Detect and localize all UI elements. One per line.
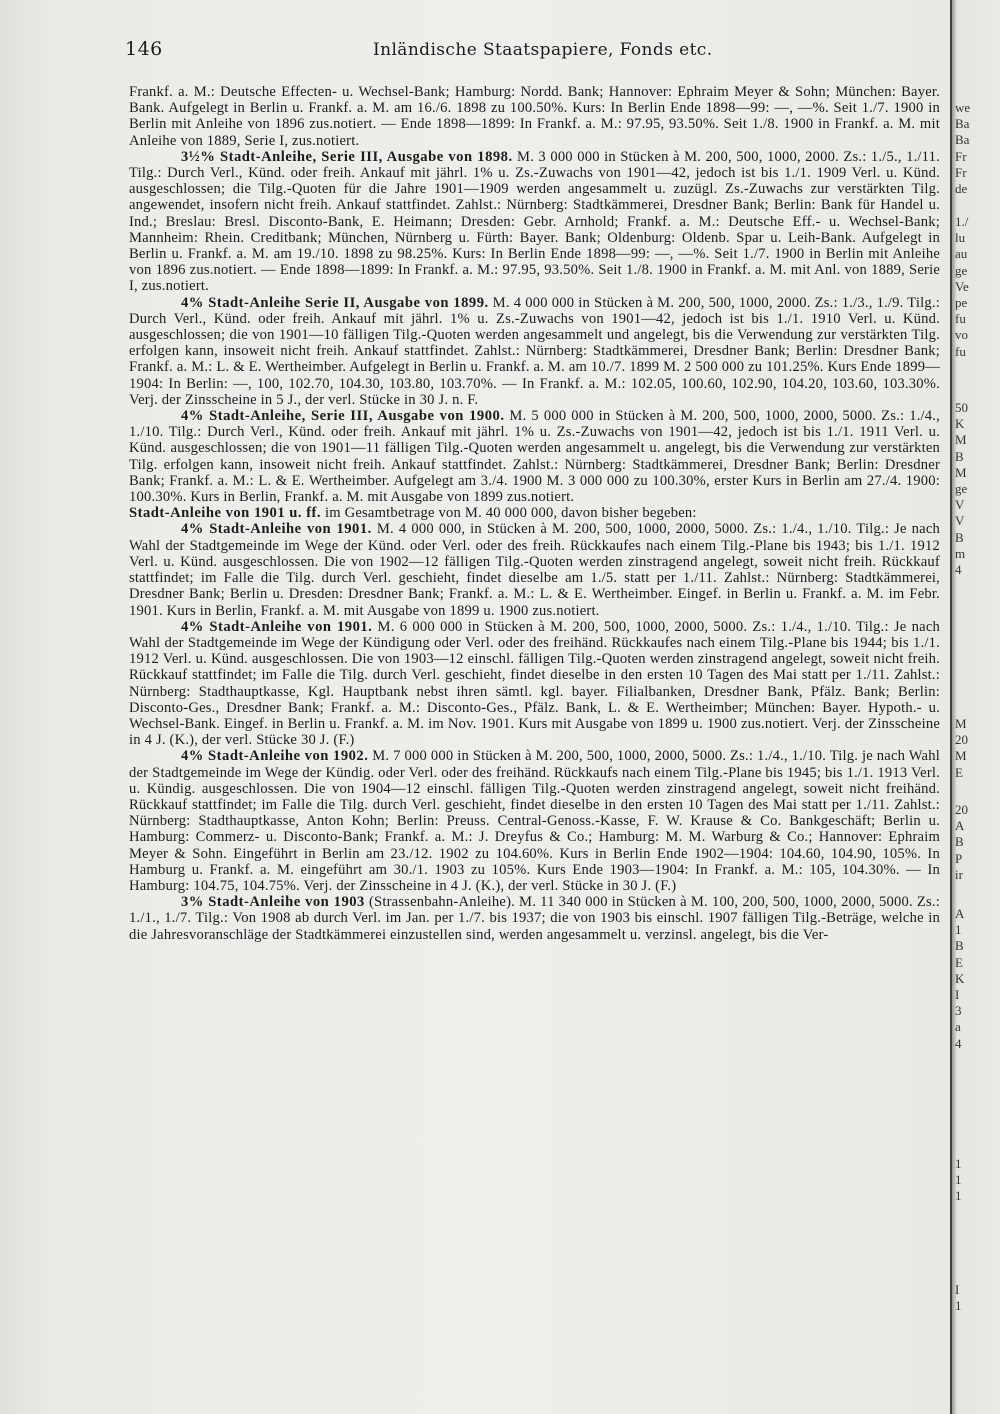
- margin-fragment: 4: [955, 562, 962, 578]
- margin-fragment: 20: [955, 802, 968, 817]
- margin-fragment: B: [955, 529, 964, 545]
- paragraph-text: M. 7 000 000 in Stücken à M. 200, 500, 1000, 2000, 5000. Zs.: 1./4., 1./10. Tilg. je nach Wahl der Stadtgemeinde im Wege der Kündig. oder Verl. oder des freihänd. Rückkaufs nach einem Tilg.-Plane bis 1945; bis 1./1. 1913 Verl. u. Kündig. ausgeschlossen. Die von 1904—12 einschl. fälligen Tilg.-Quoten werden zinstragend angelegt, soweit nicht freihänd. Rückkauf stattfindet; im Falle die Tilg. durch Verl. geschieht, findet dieselbe in den ersten 10 Tagen des Mai statt per 1./11. Zahlst.: Nürnberg: Stadthauptkasse, Anton Kohn; Berlin: Preuss. Central-Genoss.-Kasse, F. W. Krause & Co. Bankgeschäft; Berlin u. Hamburg: Commerz- u. Disconto-Bank; Frankf. a. M.: J. Dreyfus & Co.; Hamburg: M. M. Warburg & Co.; Hannover: Ephraim Meyer & Sohn. Eingeführt in Berlin am 23./12. 1902 zu 104.60%. Kurs in Berlin Ende 1902—1904: 104.60, 104.90, 105%. In Hamburg u. Frankf. a. M. eingeführt am 30./1. 1903 zu 105%. Kurs Ende 1903—1904: In Frankf. a. M.: 105, 104.30%. — In Hamburg: 104.75, 104.75%. Verj. der Zinsscheine in 4 J. (K.), der verl. Stücke in 30 J. (F.): [129, 748, 940, 894]
- margin-fragment: 1: [955, 1156, 962, 1171]
- page-number: 146: [125, 38, 163, 60]
- margin-fragment-group: [955, 100, 1000, 197]
- margin-fragment: a: [955, 1019, 961, 1035]
- loan-heading: 3½% Stadt-Anleihe, Serie III, Ausgabe von 1898.: [181, 148, 513, 165]
- margin-fragment: m: [955, 545, 966, 561]
- margin-fragment: 1: [955, 922, 962, 938]
- paragraph: [129, 894, 940, 943]
- margin-fragment: Fr: [955, 164, 967, 180]
- margin-fragment: ge: [955, 262, 968, 278]
- margin-fragment-group: [955, 802, 1000, 883]
- margin-fragment: lu: [955, 230, 966, 246]
- loan-heading: 4% Stadt-Anleihe von 1901.: [181, 618, 373, 635]
- margin-fragment: ge: [955, 481, 968, 497]
- margin-fragment: K: [955, 416, 965, 432]
- margin-fragment: M: [955, 464, 967, 480]
- margin-fragment: 1./: [955, 214, 969, 229]
- paragraph: [129, 505, 940, 521]
- margin-fragment-group: [955, 906, 1000, 1052]
- margin-fragment-group: [955, 214, 1000, 360]
- paragraph-text: M. 6 000 000 in Stücken à M. 200, 500, 1000, 2000, 5000. Zs.: 1./4., 1./10. Tilg.: Je nach Wahl der Stadtgemeinde im Wege der Kündigung oder Verl. oder des freihänd. Rückkaufes nach einem Tilg.-Plane bis 1944; bis 1./1. 1912 Verl. u. Künd. ausgeschlossen. Die von 1903—12 einschl. fälligen Tilg.-Quoten werden zinstragend angelegt, soweit nicht freih. Rückkauf stattfindet; im Falle die Tilg. durch Verl. geschieht, findet dieselbe in den ersten 10 Tagen des Mai statt per 1./11. Zahlst.: Nürnberg: Stadthauptkasse, Kgl. Hauptbank nebst ihren sämtl. kgl. bayer. Filialbanken, Dresdner Bank, Pfälz. Bank; Berlin: Disconto-Ges., Dresdner Bank; Frankf. a. M.: Disconto-Ges., Pfälz. Bank, L. & E. Wertheimber; München: Bayer. Hypoth.- u. Wechsel-Bank. Eingef. in Berlin u. Frankf. a. M. im Nov. 1901. Kurs mit Ausgabe von 1899 u. 1900 zus.notiert. Verj. der Zinsscheine in 4 J. (K.), der verl. Stücke 30 J. (F.): [129, 618, 941, 749]
- running-head: Inländische Staatspapiere, Fonds etc.: [373, 40, 713, 60]
- margin-fragment: 4: [955, 1035, 962, 1051]
- page-gutter-shadow: [950, 0, 952, 1414]
- margin-fragment: Ba: [955, 116, 970, 132]
- margin-fragment: A: [955, 818, 965, 834]
- margin-fragment-group: [955, 400, 1000, 578]
- margin-fragment: 1: [955, 1188, 962, 1204]
- paragraph: [129, 84, 940, 149]
- paragraph-text: M. 5 000 000 in Stücken à M. 200, 500, 1000, 2000, 5000. Zs.: 1./4., 1./10. Tilg.: Durch Verl., Künd. oder freih. Ankauf mit jährl. 1% u. Zs.-Zuwachs von 1901—42, jedoch ist bis 1./1. 1911 Verl. u. Künd. ausgeschlossen; die von 1901—11 fälligen Tilg.-Quoten werden angesammelt u. angelegt, bis die Verwendung zur verstärkten Tilg. erfolgen kann, insoweit nicht freih. Ankauf stattfindet. Zahlst.: Nürnberg: Stadtkämmerei, Dresdner Bank; Berlin: Dresdner Bank; Frankf. a. M.: L. & E. Wertheimber. Aufgelegt am 3./4. 1900 M. 3 000 000 zu 100.30%, erster Kurs in Berlin am 27./4. 1900: 100.30%. Kurs in Berlin, Frankf. a. M. mit Ausgabe von 1899 zus.notiert.: [129, 408, 940, 506]
- margin-fragment: V: [955, 497, 965, 513]
- margin-fragment: B: [955, 448, 964, 464]
- margin-fragment: fu: [955, 311, 966, 327]
- paragraph: [129, 149, 940, 295]
- margin-fragment: 20: [955, 732, 968, 748]
- body-text: [129, 84, 940, 943]
- margin-fragment-group: [955, 1156, 1000, 1205]
- page-header: [125, 38, 945, 62]
- margin-fragment: au: [955, 246, 968, 262]
- loan-heading: 4% Stadt-Anleihe von 1901.: [181, 521, 372, 538]
- margin-fragment-group: [955, 1282, 1000, 1314]
- paragraph: [129, 521, 940, 618]
- margin-fragment: 1: [955, 1172, 962, 1188]
- margin-fragment: Ve: [955, 278, 969, 294]
- margin-fragment: M: [955, 432, 967, 448]
- paragraph: [129, 619, 940, 749]
- margin-fragment: I: [955, 1282, 960, 1297]
- loan-heading: 4% Stadt-Anleihe, Serie III, Ausgabe von 1900.: [181, 408, 505, 425]
- paragraph-text: M. 3 000 000 in Stücken à M. 200, 500, 1000, 2000. Zs.: 1./5., 1./11. Tilg.: Durch Verl., Künd. oder freih. Ankauf mit jährl. 1% u. Zs.-Zuwachs von 1901—42, jedoch ist bis 1./1. 1909 Verl. u. Künd. ausgeschlossen; die Tilg.-Quoten für die Jahre 1901—1909 werden angesammelt u. zuzügl. Zs.-Zuwachs zur verstärkten Tilg. angewendet, insofern nicht freih. Ankauf stattfindet. Zahlst.: Nürnberg: Stadtkämmerei, Dresdner Bank; Berlin: Bank für Handel u. Ind.; Breslau: Bresl. Disconto-Bank, E. Heimann; Dresden: Gebr. Arnhold; Frankf. a. M.: Deutsche Eff.- u. Wechsel-Bank; Mannheim: Rhein. Creditbank; München, Nürnberg u. Fürth: Bayer. Bank; Oldenburg: Oldenb. Spar u. Leih-Bank. Aufgelegt in Berlin u. Frankf. a. M. am 19./10. 1898 zu 98.25%. Kurs: In Berlin Ende 1898—99: —, —%. Seit 1./7. 1900 in Berlin mit Anleihe von 1896 zus.notiert. — Ende 1898—1899: In Frankf. a. M.: 97.95, 93.50%. Seit 1./8. 1900 in Frankf. a. M. mit Anl. von 1889, Serie I, zus.notiert.: [129, 148, 940, 295]
- margin-fragment: we: [955, 100, 971, 115]
- margin-fragment-group: [955, 716, 1000, 781]
- margin-fragment: E: [955, 764, 963, 780]
- margin-fragment: Ba: [955, 132, 970, 148]
- margin-fragment: 1: [955, 1298, 962, 1314]
- loan-heading: Stadt-Anleihe von 1901 u. ff.: [129, 505, 322, 522]
- loan-heading: 4% Stadt-Anleihe Serie II, Ausgabe von 1899.: [181, 294, 489, 311]
- margin-fragment: B: [955, 938, 964, 954]
- margin-fragment: fu: [955, 343, 966, 359]
- margin-fragment: I: [955, 987, 960, 1003]
- paragraph-text: M. 4 000 000 in Stücken à M. 200, 500, 1000, 2000. Zs.: 1./3., 1./9. Tilg.: Durch Verl., Künd. oder freih. Ankauf mit jährl. 1% u. Zs.-Zuwachs von 1901—42, jedoch ist bis 1./1. 1910 Verl. u. Künd. ausgeschlossen; die von 1901—10 fälligen Tilg.-Quoten werden angesammelt und angelegt, bis die Verwendung zur verstärkten Tilg. erfolgen kann, insoweit nicht freih. Ankauf stattfindet. Zahlst.: Nürnberg: Stadtkämmerei, Dresdner Bank; Berlin: Dresdner Bank; Frankf. a. M.: L. & E. Wertheimber. Aufgelegt in Berlin u. Frankf. a. M. am 10./7. 1899 M. 2 500 000 zu 101.25%. Kurs Ende 1899—1904: In Berlin: —, 100, 102.70, 104.30, 103.80, 103.70%. — In Frankf. a. M.: 102.05, 100.60, 102.90, 104.20, 103.60, 103.30%. Verj. der Zinsscheine in 5 J., der verl. Stücke in 30 J. n. F.: [129, 294, 940, 408]
- loan-heading: 3% Stadt-Anleihe von 1903: [181, 894, 365, 911]
- margin-fragment: M: [955, 748, 967, 764]
- margin-fragment: pe: [955, 295, 968, 311]
- margin-fragment: K: [955, 970, 965, 986]
- margin-fragment: P: [955, 850, 963, 866]
- margin-fragment: ir: [955, 866, 963, 882]
- paragraph: [129, 748, 940, 894]
- margin-fragment: B: [955, 834, 964, 850]
- margin-fragment: Fr: [955, 148, 967, 164]
- margin-fragment: 3: [955, 1003, 962, 1019]
- paragraph-text: M. 4 000 000, in Stücken à M. 200, 500, 1000, 2000, 5000. Zs.: 1./4., 1./10. Tilg.: Je nach Wahl der Stadtgemeinde im Wege der Künd. oder Verl. oder des freih. Rückkaufes nach einem Tilg.-Plane bis 1943; bis 1./1. 1912 Verl. u. Künd. ausgeschlossen. Die von 1902—12 fälligen Tilg.-Quoten werden zinstragend angelegt, soweit nicht freih. Rückkauf stattfindet; im Falle die Tilg. durch Verl. geschieht, findet dieselbe am 1./5. statt per 1./11. Zahlst.: Nürnberg: Stadtkämmerei, Dresdner Bank; Berlin u. Dresden: Dresdner Bank; Frankf. a. M.: L. & E. Wertheimber. Eingef. in Berlin u. Frankf. a. M. im Febr. 1901. Kurs in Berlin, Frankf. a. M. mit Ausgabe von 1899 u. 1900 zus.notiert.: [129, 521, 940, 619]
- margin-fragment: E: [955, 954, 963, 970]
- margin-fragment: 50: [955, 400, 968, 415]
- margin-fragment: V: [955, 513, 965, 529]
- paragraph-text: (Strassenbahn-Anleihe). M. 11 340 000 in Stücken à M. 100, 200, 500, 1000, 2000, 5000. Zs.: 1./1., 1./7. Tilg.: Von 1908 ab durch Verl. im Jan. per 1./7. bis 1937; die von 1903 bis einschl. 1907 fälligen Tilg.-Beträge, welche in die Jahresvoranschläge der Stadtkämmerei einzustellen sind, werden angesammelt u. verzinsl. angelegt, bis die Ver-: [129, 894, 940, 943]
- paragraph-text: Frankf. a. M.: Deutsche Effecten- u. Wechsel-Bank; Hamburg: Nordd. Bank; Hannover: Ephraim Meyer & Sohn; München: Bayer. Bank. Aufgelegt in Berlin u. Frankf. a. M. am 16./6. 1898 zu 100.50%. Kurs: In Berlin Ende 1898—99: —, —%. Seit 1./7. 1900 in Berlin mit Anleihe von 1896 zus.notiert. — Ende 1898—1899: In Frankf. a. M.: 97.95, 93.50%. Seit 1./8. 1900 in Frankf. a. M. mit Anleihe von 1889, Serie I, zus.notiert.: [129, 84, 940, 149]
- margin-fragment: de: [955, 181, 968, 197]
- loan-heading: 4% Stadt-Anleihe von 1902.: [181, 748, 369, 765]
- paragraph: [129, 408, 940, 505]
- margin-fragment: vo: [955, 327, 968, 343]
- margin-fragment: M: [955, 716, 967, 731]
- paragraph: [129, 295, 940, 408]
- margin-fragment: A: [955, 906, 965, 921]
- paragraph-text: im Gesamtbetrage von M. 40 000 000, davon bisher begeben:: [324, 505, 697, 522]
